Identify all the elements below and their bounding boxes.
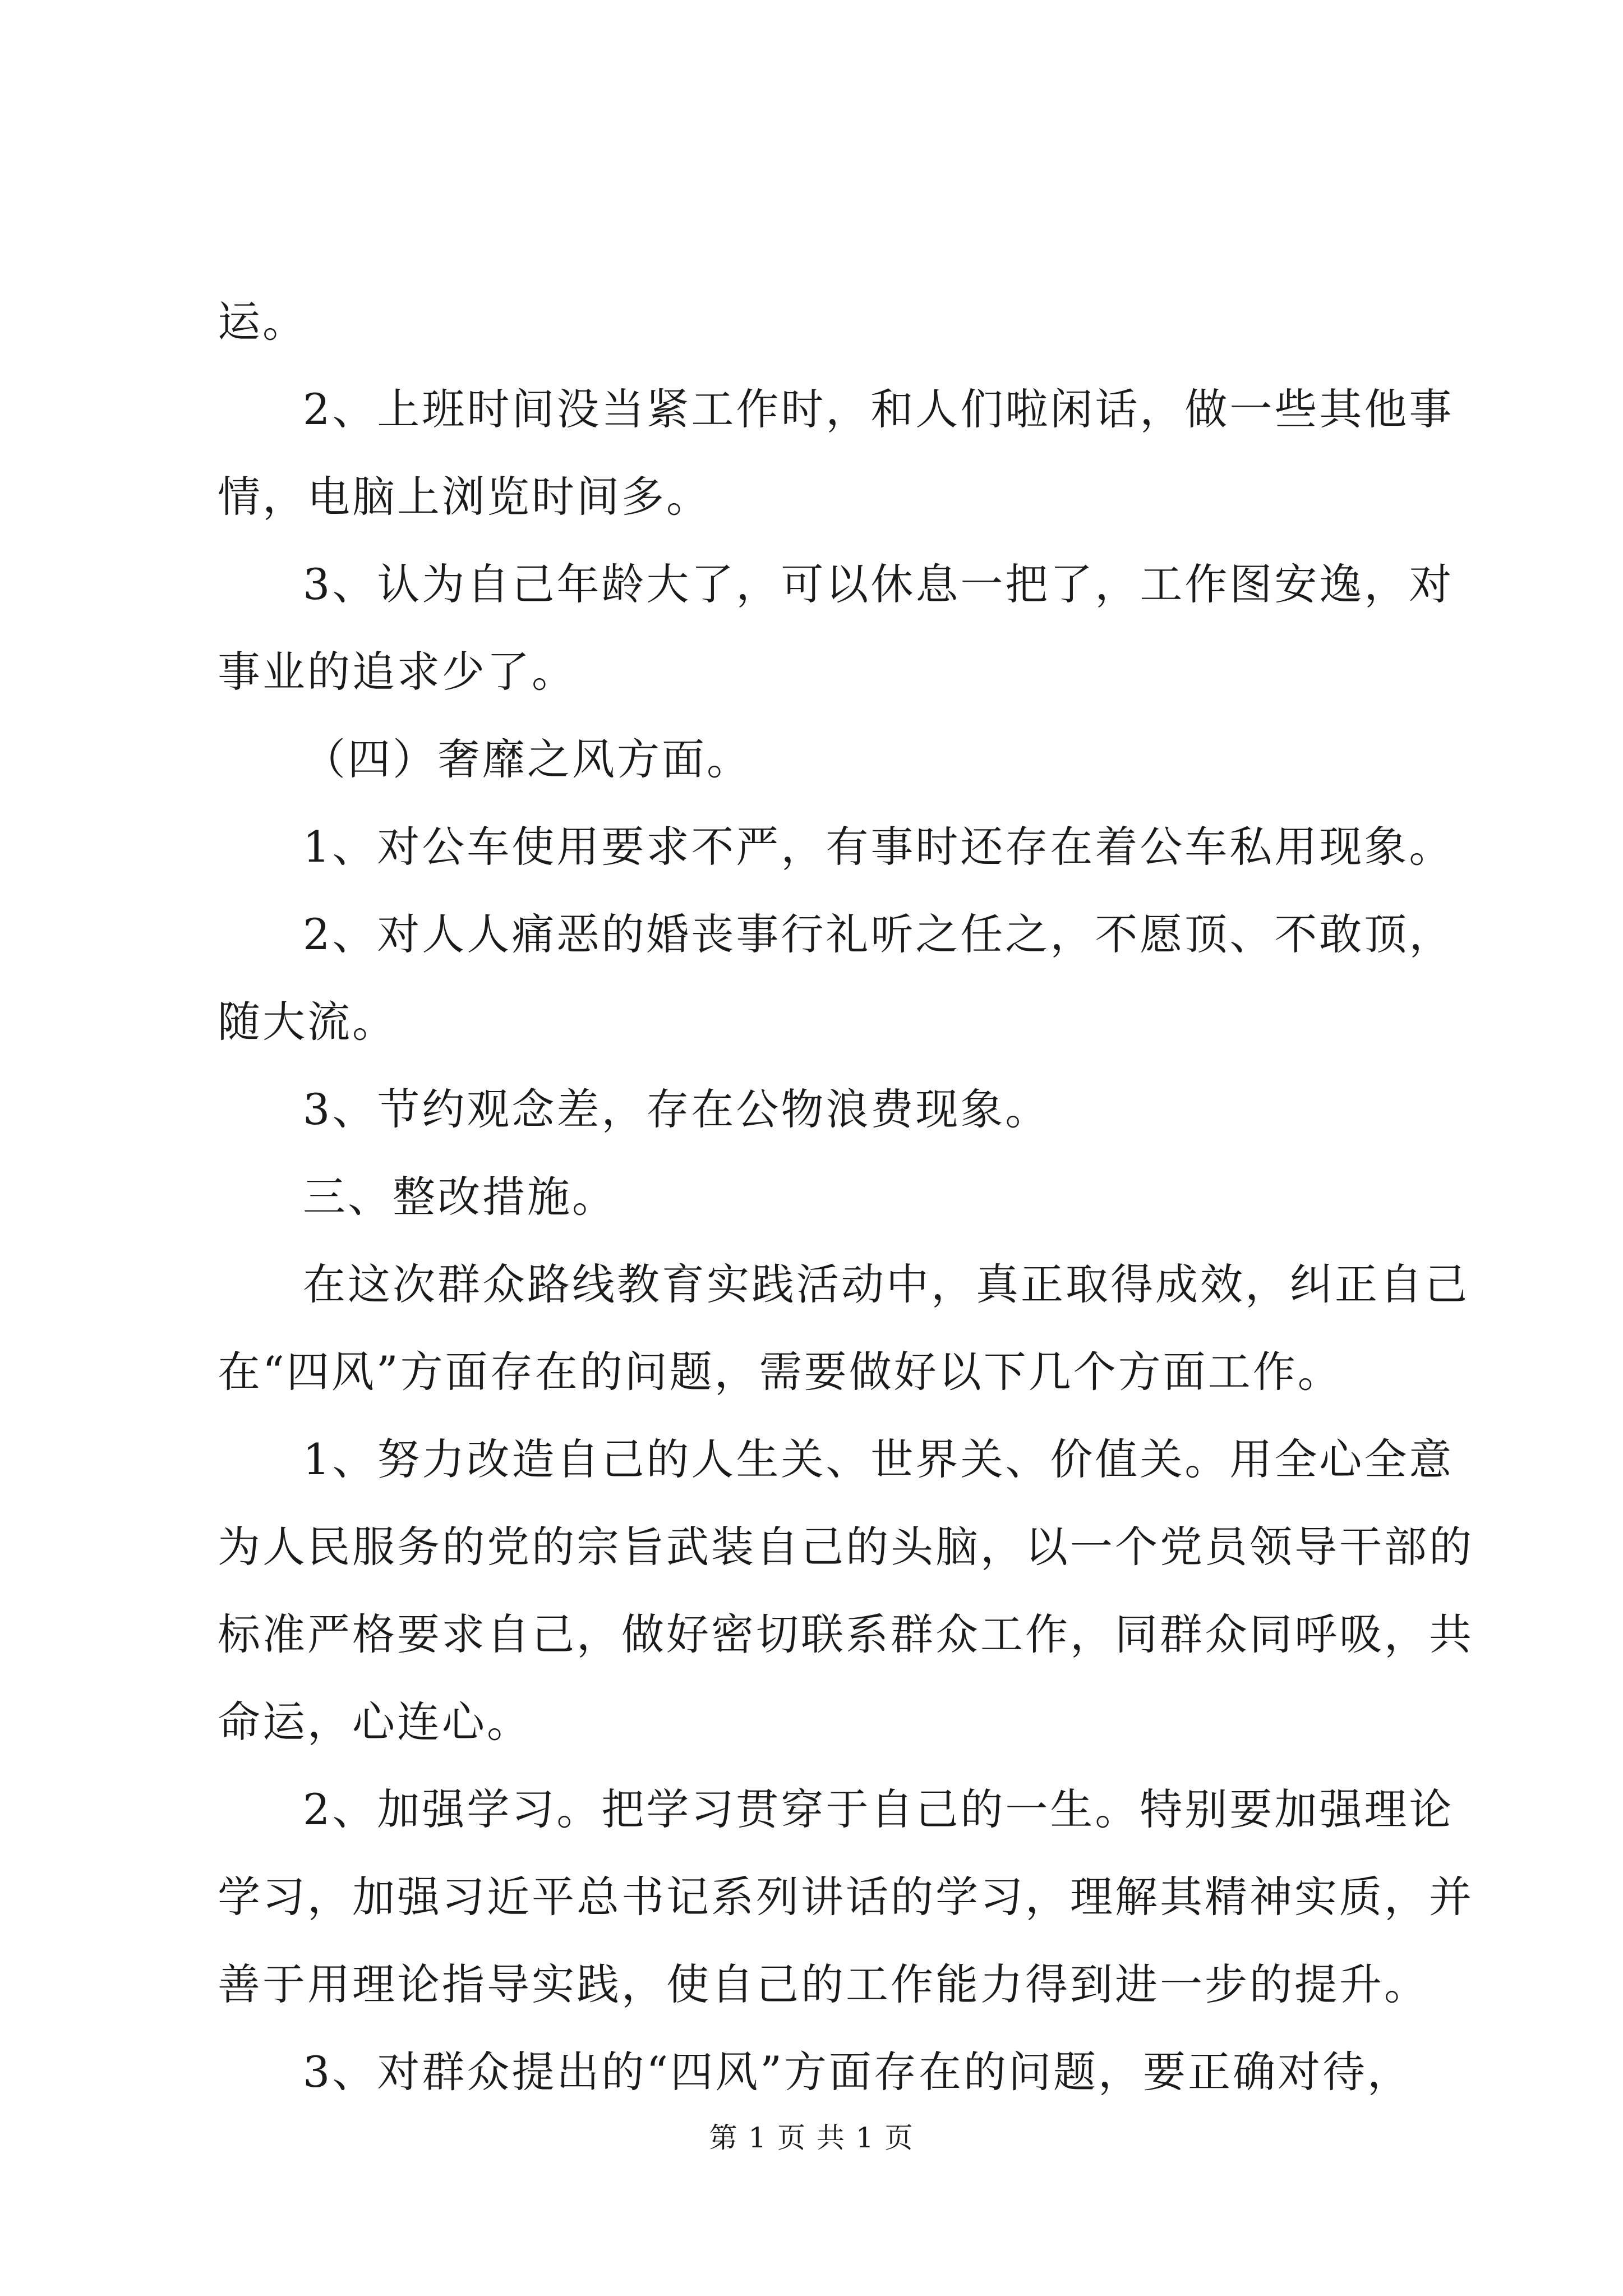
text-line: 在这次群众路线教育实践活动中，真正取得成效，纠正自己 [303,1259,1469,1309]
text-line: 标准严格要求自己，做好密切联系群众工作，同群众同呼吸，共 [218,1609,1474,1659]
text-line: 1、努力改造自己的人生关、世界关、价值关。用全心全意 [303,1434,1454,1484]
text-line: 三、整改措施。 [303,1172,617,1222]
text-line: 情，电脑上浏览时间多。 [218,472,711,522]
text-line: 为人民服务的党的宗旨武装自己的头脑，以一个党员领导干部的 [218,1522,1474,1572]
text-line: 2、加强学习。把学习贯穿于自己的一生。特别要加强理论 [303,1784,1454,1834]
text-line: 2、对人人痛恶的婚丧事行礼听之任之，不愿顶、不敢顶， [303,909,1454,959]
text-line: 善于用理论指导实践，使自己的工作能力得到进一步的提升。 [218,1959,1429,2009]
text-line: 运。 [218,297,307,347]
text-line: 随大流。 [218,997,397,1047]
text-line: （四）奢靡之风方面。 [303,734,751,784]
text-line: 在“四风”方面存在的问题，需要做好以下几个方面工作。 [218,1347,1343,1397]
text-line: 2、上班时间没当紧工作时，和人们啦闲话，做一些其他事 [303,384,1454,434]
text-line: 学习，加强习近平总书记系列讲话的学习，理解其精神实质，并 [218,1872,1474,1922]
text-line: 命运，心连心。 [218,1697,532,1747]
page-footer: 第 1 页 共 1 页 [709,2122,914,2154]
text-line: 1、对公车使用要求不严，有事时还存在着公车私用现象。 [303,822,1454,872]
text-line: 3、节约观念差，存在公物浪费现象。 [303,1084,1050,1134]
text-line: 3、认为自己年龄大了，可以休息一把了，工作图安逸，对 [303,559,1454,609]
text-line: 3、对群众提出的“四风”方面存在的问题，要正确对待， [303,2047,1413,2097]
text-line: 事业的追求少了。 [218,647,577,697]
